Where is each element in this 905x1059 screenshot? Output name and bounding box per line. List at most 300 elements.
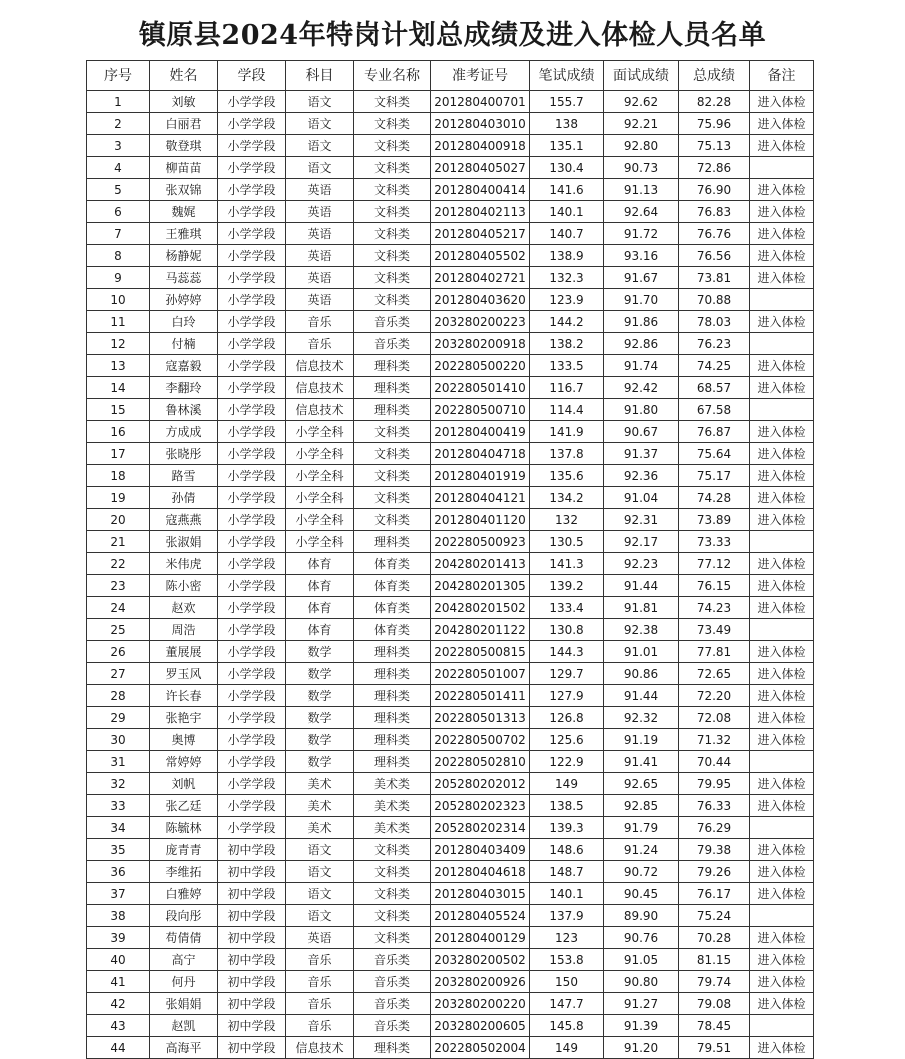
cell-written-score: 137.9 [530, 905, 604, 927]
cell-remark: 进入体检 [750, 641, 814, 663]
cell-ticket-no: 202280502810 [431, 751, 530, 773]
cell-total-score: 82.28 [679, 91, 750, 113]
cell-remark: 进入体检 [750, 223, 814, 245]
cell-total-score: 79.38 [679, 839, 750, 861]
cell-major: 体育类 [354, 553, 431, 575]
table-row [87, 289, 814, 311]
column-header-name: 姓名 [150, 61, 218, 91]
cell-name: 高海平 [150, 1037, 218, 1059]
cell-ticket-no: 203280200926 [431, 971, 530, 993]
cell-total-score: 72.08 [679, 707, 750, 729]
cell-stage: 小学学段 [218, 157, 286, 179]
cell-name: 杨静妮 [150, 245, 218, 267]
cell-remark: 进入体检 [750, 509, 814, 531]
cell-major: 理科类 [354, 377, 431, 399]
cell-written-score: 144.3 [530, 641, 604, 663]
cell-seq: 21 [87, 531, 150, 553]
cell-major: 体育类 [354, 575, 431, 597]
cell-seq: 37 [87, 883, 150, 905]
column-header-major: 专业名称 [354, 61, 431, 91]
cell-ticket-no: 201280403010 [431, 113, 530, 135]
cell-major: 音乐类 [354, 993, 431, 1015]
cell-remark [750, 333, 814, 355]
cell-name: 奥博 [150, 729, 218, 751]
table-row [87, 355, 814, 377]
cell-stage: 小学学段 [218, 685, 286, 707]
cell-written-score: 141.9 [530, 421, 604, 443]
cell-name: 陈小密 [150, 575, 218, 597]
cell-name: 敬登琪 [150, 135, 218, 157]
table-row [87, 641, 814, 663]
cell-seq: 7 [87, 223, 150, 245]
cell-remark [750, 399, 814, 421]
cell-seq: 16 [87, 421, 150, 443]
cell-stage: 小学学段 [218, 289, 286, 311]
table-row [87, 839, 814, 861]
cell-subject: 语文 [286, 135, 354, 157]
cell-remark: 进入体检 [750, 1037, 814, 1059]
cell-subject: 语文 [286, 861, 354, 883]
cell-interview-score: 90.72 [604, 861, 679, 883]
cell-remark: 进入体检 [750, 377, 814, 399]
cell-major: 美术类 [354, 817, 431, 839]
cell-major: 文科类 [354, 421, 431, 443]
cell-interview-score: 90.73 [604, 157, 679, 179]
cell-subject: 英语 [286, 223, 354, 245]
cell-interview-score: 91.81 [604, 597, 679, 619]
table-row [87, 223, 814, 245]
cell-subject: 英语 [286, 245, 354, 267]
cell-major: 文科类 [354, 91, 431, 113]
cell-major: 文科类 [354, 839, 431, 861]
cell-name: 高宁 [150, 949, 218, 971]
cell-remark: 进入体检 [750, 311, 814, 333]
cell-subject: 音乐 [286, 993, 354, 1015]
cell-major: 文科类 [354, 267, 431, 289]
cell-total-score: 74.28 [679, 487, 750, 509]
cell-major: 文科类 [354, 905, 431, 927]
table-header-row [87, 61, 814, 91]
cell-written-score: 148.6 [530, 839, 604, 861]
cell-name: 刘敏 [150, 91, 218, 113]
cell-ticket-no: 202280500815 [431, 641, 530, 663]
column-header-written-score: 笔试成绩 [530, 61, 604, 91]
cell-interview-score: 91.20 [604, 1037, 679, 1059]
cell-subject: 语文 [286, 91, 354, 113]
table-row [87, 597, 814, 619]
cell-remark: 进入体检 [750, 927, 814, 949]
cell-interview-score: 92.80 [604, 135, 679, 157]
cell-name: 白雅婷 [150, 883, 218, 905]
cell-name: 魏娓 [150, 201, 218, 223]
cell-written-score: 149 [530, 1037, 604, 1059]
cell-remark: 进入体检 [750, 949, 814, 971]
cell-written-score: 137.8 [530, 443, 604, 465]
table-row [87, 135, 814, 157]
results-table [86, 60, 814, 1059]
cell-subject: 美术 [286, 773, 354, 795]
cell-seq: 9 [87, 267, 150, 289]
table-row [87, 905, 814, 927]
table-row [87, 245, 814, 267]
cell-name: 寇燕燕 [150, 509, 218, 531]
cell-subject: 英语 [286, 201, 354, 223]
cell-total-score: 71.32 [679, 729, 750, 751]
cell-subject: 英语 [286, 267, 354, 289]
cell-interview-score: 91.67 [604, 267, 679, 289]
cell-stage: 小学学段 [218, 223, 286, 245]
cell-stage: 小学学段 [218, 509, 286, 531]
cell-major: 理科类 [354, 663, 431, 685]
cell-remark: 进入体检 [750, 245, 814, 267]
cell-total-score: 79.51 [679, 1037, 750, 1059]
cell-written-score: 125.6 [530, 729, 604, 751]
cell-seq: 42 [87, 993, 150, 1015]
cell-ticket-no: 202280500710 [431, 399, 530, 421]
table-row [87, 421, 814, 443]
cell-written-score: 138.2 [530, 333, 604, 355]
cell-ticket-no: 201280400129 [431, 927, 530, 949]
cell-seq: 13 [87, 355, 150, 377]
cell-interview-score: 92.23 [604, 553, 679, 575]
cell-seq: 2 [87, 113, 150, 135]
cell-stage: 初中学段 [218, 1037, 286, 1059]
cell-ticket-no: 201280404718 [431, 443, 530, 465]
cell-seq: 33 [87, 795, 150, 817]
table-row [87, 663, 814, 685]
cell-stage: 小学学段 [218, 729, 286, 751]
table-row [87, 707, 814, 729]
cell-ticket-no: 201280404121 [431, 487, 530, 509]
table-row [87, 1015, 814, 1037]
cell-written-score: 123.9 [530, 289, 604, 311]
cell-written-score: 126.8 [530, 707, 604, 729]
cell-stage: 初中学段 [218, 861, 286, 883]
table-row [87, 399, 814, 421]
cell-total-score: 75.64 [679, 443, 750, 465]
cell-ticket-no: 205280202314 [431, 817, 530, 839]
cell-major: 体育类 [354, 597, 431, 619]
table-row [87, 531, 814, 553]
cell-interview-score: 91.79 [604, 817, 679, 839]
cell-stage: 小学学段 [218, 91, 286, 113]
cell-major: 美术类 [354, 795, 431, 817]
cell-stage: 小学学段 [218, 751, 286, 773]
cell-ticket-no: 201280403409 [431, 839, 530, 861]
cell-written-score: 138 [530, 113, 604, 135]
cell-subject: 音乐 [286, 971, 354, 993]
cell-remark [750, 751, 814, 773]
cell-remark: 进入体检 [750, 795, 814, 817]
cell-remark [750, 157, 814, 179]
cell-name: 寇嘉毅 [150, 355, 218, 377]
cell-seq: 43 [87, 1015, 150, 1037]
cell-total-score: 76.76 [679, 223, 750, 245]
cell-major: 美术类 [354, 773, 431, 795]
cell-subject: 语文 [286, 157, 354, 179]
cell-name: 常婷婷 [150, 751, 218, 773]
cell-name: 董展展 [150, 641, 218, 663]
cell-stage: 小学学段 [218, 421, 286, 443]
cell-stage: 小学学段 [218, 707, 286, 729]
cell-total-score: 79.26 [679, 861, 750, 883]
table-row [87, 465, 814, 487]
cell-seq: 30 [87, 729, 150, 751]
cell-major: 理科类 [354, 729, 431, 751]
cell-remark: 进入体检 [750, 91, 814, 113]
cell-seq: 28 [87, 685, 150, 707]
cell-written-score: 155.7 [530, 91, 604, 113]
cell-remark: 进入体检 [750, 487, 814, 509]
cell-total-score: 70.44 [679, 751, 750, 773]
cell-interview-score: 92.64 [604, 201, 679, 223]
cell-ticket-no: 205280202323 [431, 795, 530, 817]
cell-name: 付楠 [150, 333, 218, 355]
cell-interview-score: 91.01 [604, 641, 679, 663]
cell-written-score: 141.3 [530, 553, 604, 575]
cell-major: 理科类 [354, 531, 431, 553]
cell-seq: 8 [87, 245, 150, 267]
cell-ticket-no: 202280501007 [431, 663, 530, 685]
cell-subject: 小学全科 [286, 443, 354, 465]
cell-subject: 音乐 [286, 311, 354, 333]
cell-total-score: 76.17 [679, 883, 750, 905]
cell-major: 文科类 [354, 465, 431, 487]
cell-total-score: 76.29 [679, 817, 750, 839]
cell-stage: 小学学段 [218, 399, 286, 421]
cell-remark: 进入体检 [750, 443, 814, 465]
cell-name: 方成成 [150, 421, 218, 443]
cell-stage: 初中学段 [218, 949, 286, 971]
cell-major: 文科类 [354, 443, 431, 465]
cell-subject: 体育 [286, 575, 354, 597]
cell-ticket-no: 201280402113 [431, 201, 530, 223]
cell-ticket-no: 204280201413 [431, 553, 530, 575]
cell-remark: 进入体检 [750, 773, 814, 795]
cell-written-score: 140.7 [530, 223, 604, 245]
cell-ticket-no: 202280501411 [431, 685, 530, 707]
cell-seq: 23 [87, 575, 150, 597]
cell-remark: 进入体检 [750, 135, 814, 157]
cell-stage: 小学学段 [218, 465, 286, 487]
cell-written-score: 150 [530, 971, 604, 993]
cell-remark: 进入体检 [750, 553, 814, 575]
cell-written-score: 122.9 [530, 751, 604, 773]
cell-total-score: 77.12 [679, 553, 750, 575]
cell-name: 张艳宇 [150, 707, 218, 729]
cell-major: 理科类 [354, 641, 431, 663]
cell-written-score: 123 [530, 927, 604, 949]
cell-interview-score: 92.62 [604, 91, 679, 113]
cell-ticket-no: 202280500702 [431, 729, 530, 751]
cell-subject: 数学 [286, 729, 354, 751]
cell-total-score: 67.58 [679, 399, 750, 421]
cell-interview-score: 91.72 [604, 223, 679, 245]
cell-major: 文科类 [354, 245, 431, 267]
cell-interview-score: 92.65 [604, 773, 679, 795]
cell-remark: 进入体检 [750, 113, 814, 135]
cell-ticket-no: 201280402721 [431, 267, 530, 289]
cell-seq: 38 [87, 905, 150, 927]
cell-remark: 进入体检 [750, 839, 814, 861]
cell-subject: 数学 [286, 685, 354, 707]
table-row [87, 575, 814, 597]
cell-seq: 32 [87, 773, 150, 795]
cell-subject: 信息技术 [286, 377, 354, 399]
cell-major: 理科类 [354, 355, 431, 377]
table-row [87, 1037, 814, 1059]
page-title: 镇原县2024年特岗计划总成绩及进入体检人员名单 [138, 20, 767, 51]
cell-written-score: 148.7 [530, 861, 604, 883]
cell-written-score: 149 [530, 773, 604, 795]
cell-subject: 语文 [286, 905, 354, 927]
cell-subject: 语文 [286, 113, 354, 135]
cell-major: 文科类 [354, 157, 431, 179]
cell-name: 张晓彤 [150, 443, 218, 465]
cell-total-score: 76.15 [679, 575, 750, 597]
cell-remark: 进入体检 [750, 663, 814, 685]
cell-name: 李翻玲 [150, 377, 218, 399]
cell-stage: 初中学段 [218, 993, 286, 1015]
cell-stage: 小学学段 [218, 817, 286, 839]
cell-name: 段向彤 [150, 905, 218, 927]
cell-remark: 进入体检 [750, 421, 814, 443]
cell-total-score: 70.28 [679, 927, 750, 949]
cell-written-score: 130.5 [530, 531, 604, 553]
cell-remark [750, 531, 814, 553]
cell-major: 音乐类 [354, 971, 431, 993]
cell-remark: 进入体检 [750, 267, 814, 289]
cell-interview-score: 91.44 [604, 575, 679, 597]
cell-subject: 语文 [286, 883, 354, 905]
cell-written-score: 138.5 [530, 795, 604, 817]
cell-major: 文科类 [354, 861, 431, 883]
cell-name: 陈毓林 [150, 817, 218, 839]
table-row [87, 927, 814, 949]
cell-written-score: 132.3 [530, 267, 604, 289]
cell-total-score: 73.33 [679, 531, 750, 553]
cell-seq: 11 [87, 311, 150, 333]
cell-total-score: 76.83 [679, 201, 750, 223]
cell-remark [750, 1015, 814, 1037]
cell-interview-score: 92.86 [604, 333, 679, 355]
cell-seq: 17 [87, 443, 150, 465]
cell-seq: 5 [87, 179, 150, 201]
cell-stage: 小学学段 [218, 113, 286, 135]
column-header-seq: 序号 [87, 61, 150, 91]
table-row [87, 993, 814, 1015]
cell-total-score: 79.08 [679, 993, 750, 1015]
cell-ticket-no: 202280500923 [431, 531, 530, 553]
cell-written-score: 138.9 [530, 245, 604, 267]
cell-interview-score: 91.13 [604, 179, 679, 201]
cell-major: 文科类 [354, 487, 431, 509]
column-header-interview-score: 面试成绩 [604, 61, 679, 91]
cell-ticket-no: 201280404618 [431, 861, 530, 883]
cell-remark [750, 817, 814, 839]
cell-interview-score: 90.80 [604, 971, 679, 993]
cell-seq: 39 [87, 927, 150, 949]
cell-stage: 小学学段 [218, 333, 286, 355]
cell-stage: 小学学段 [218, 641, 286, 663]
table-row [87, 861, 814, 883]
cell-seq: 3 [87, 135, 150, 157]
cell-major: 文科类 [354, 113, 431, 135]
cell-major: 音乐类 [354, 333, 431, 355]
cell-interview-score: 91.04 [604, 487, 679, 509]
cell-stage: 初中学段 [218, 905, 286, 927]
cell-seq: 44 [87, 1037, 150, 1059]
cell-subject: 美术 [286, 795, 354, 817]
cell-ticket-no: 201280405217 [431, 223, 530, 245]
cell-ticket-no: 201280400918 [431, 135, 530, 157]
cell-stage: 小学学段 [218, 267, 286, 289]
cell-ticket-no: 201280405502 [431, 245, 530, 267]
cell-stage: 小学学段 [218, 795, 286, 817]
cell-stage: 小学学段 [218, 773, 286, 795]
cell-major: 理科类 [354, 1037, 431, 1059]
cell-written-score: 129.7 [530, 663, 604, 685]
cell-total-score: 77.81 [679, 641, 750, 663]
cell-remark: 进入体检 [750, 883, 814, 905]
cell-written-score: 144.2 [530, 311, 604, 333]
cell-remark: 进入体检 [750, 861, 814, 883]
cell-seq: 24 [87, 597, 150, 619]
cell-interview-score: 91.24 [604, 839, 679, 861]
cell-seq: 36 [87, 861, 150, 883]
table-row [87, 267, 814, 289]
table-row [87, 553, 814, 575]
cell-total-score: 75.96 [679, 113, 750, 135]
cell-name: 路雪 [150, 465, 218, 487]
cell-interview-score: 90.86 [604, 663, 679, 685]
table-row [87, 883, 814, 905]
cell-name: 孙倩 [150, 487, 218, 509]
table-row [87, 91, 814, 113]
cell-stage: 小学学段 [218, 487, 286, 509]
cell-name: 苟倩倩 [150, 927, 218, 949]
cell-stage: 小学学段 [218, 443, 286, 465]
cell-interview-score: 90.76 [604, 927, 679, 949]
cell-ticket-no: 203280200223 [431, 311, 530, 333]
cell-stage: 初中学段 [218, 971, 286, 993]
column-header-subject: 科目 [286, 61, 354, 91]
cell-subject: 小学全科 [286, 487, 354, 509]
cell-total-score: 74.25 [679, 355, 750, 377]
table-row [87, 311, 814, 333]
cell-seq: 41 [87, 971, 150, 993]
cell-seq: 27 [87, 663, 150, 685]
cell-written-score: 130.4 [530, 157, 604, 179]
cell-name: 鲁林溪 [150, 399, 218, 421]
cell-interview-score: 91.86 [604, 311, 679, 333]
cell-stage: 初中学段 [218, 883, 286, 905]
cell-major: 文科类 [354, 289, 431, 311]
cell-name: 张乙廷 [150, 795, 218, 817]
cell-total-score: 76.33 [679, 795, 750, 817]
cell-seq: 31 [87, 751, 150, 773]
cell-ticket-no: 204280201502 [431, 597, 530, 619]
cell-stage: 小学学段 [218, 663, 286, 685]
cell-written-score: 153.8 [530, 949, 604, 971]
table-row [87, 509, 814, 531]
cell-name: 米伟虎 [150, 553, 218, 575]
cell-interview-score: 91.05 [604, 949, 679, 971]
table-row [87, 377, 814, 399]
cell-ticket-no: 201280403015 [431, 883, 530, 905]
cell-ticket-no: 205280202012 [431, 773, 530, 795]
cell-total-score: 72.65 [679, 663, 750, 685]
